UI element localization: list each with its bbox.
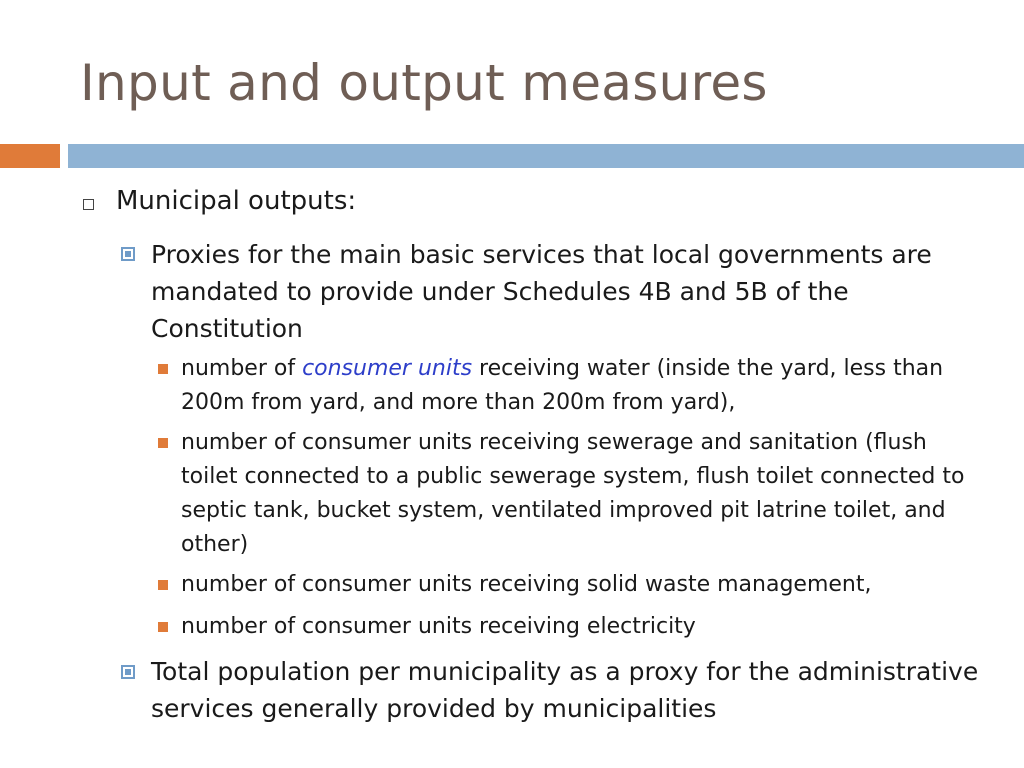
bullet-water bbox=[181, 352, 971, 420]
bullet-total-population: Total population per municipality as a proxy for the administrative services generally provided by municipalities bbox=[151, 657, 979, 723]
orange-square-bullet-icon bbox=[158, 622, 168, 632]
bullet-sewerage: number of consumer units receiving sewerage and sanitation (flush toilet connected to a public sewerage system, flush toilet connected to septic tank, bucket system, ventilated improved pit latrine toilet, and other) bbox=[181, 430, 965, 557]
bullet-electricity: number of consumer units receiving electricity bbox=[181, 614, 696, 639]
bullet-municipal-outputs: Municipal outputs: bbox=[116, 186, 357, 216]
square-bullet-icon bbox=[121, 665, 135, 679]
water-text-post: receiving water (inside the yard, less than 200m from yard, and more than 200m from yard), bbox=[181, 356, 944, 415]
orange-square-bullet-icon bbox=[158, 364, 168, 374]
consumer-units-highlight: consumer units bbox=[302, 356, 473, 381]
orange-square-bullet-icon bbox=[158, 580, 168, 590]
bullet-proxies-basic-services: Proxies for the main basic services that local governments are mandated to provide under Schedules 4B and 5B of the Constitution bbox=[151, 240, 932, 343]
title-accent-bar-blue bbox=[68, 144, 1024, 168]
square-bullet-icon bbox=[121, 247, 135, 261]
title-accent-bar-orange bbox=[0, 144, 60, 168]
slide-title: Input and output measures bbox=[80, 54, 768, 112]
hollow-square-bullet-icon bbox=[83, 199, 94, 210]
bullet-solid-waste: number of consumer units receiving solid waste management, bbox=[181, 572, 872, 597]
orange-square-bullet-icon bbox=[158, 438, 168, 448]
water-text-pre: number of bbox=[181, 356, 303, 381]
